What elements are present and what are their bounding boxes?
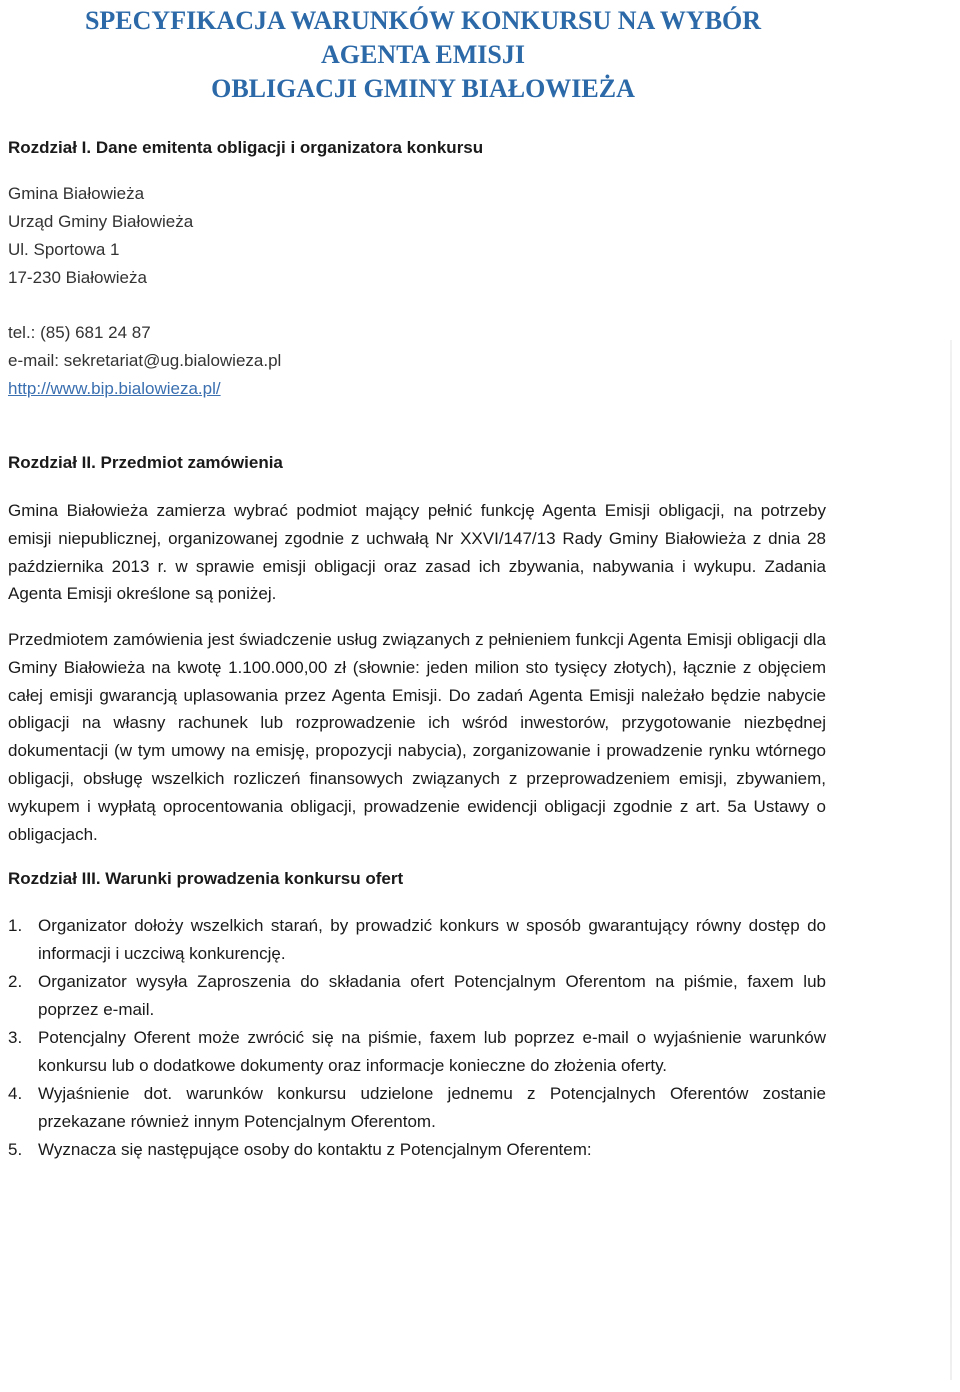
address-line-4: 17-230 Białowieża	[8, 268, 147, 287]
list-item-text: Potencjalny Oferent może zwrócić się na piśmie, faxem lub poprzez e-mail o wyjaśnienie warunków konkursu lub o dodatkowe dokumenty oraz informacje konieczne do złożenia oferty.	[38, 1028, 826, 1075]
section2-paragraph-2: Przedmiotem zamówienia jest świadczenie usług związanych z pełnieniem funkcji Agenta Emisji obligacji dla Gminy Białowieża na kwotę 1.100.000,00 zł (słownie: jeden milion sto tysięcy złotych), łącznie z objęciem całej emisji gwarancją uplasowania przez Agenta Emisji. Do zadań Agenta Emisji należało będzie nabycie obligacji na własny rachunek lub rozprowadzenie ich wśród inwestorów, przygotowanie niezbędnej dokumentacji (w tym umowy na emisję, propozycji nabycia), zorganizowanie i prowadzenie rynku wtórnego obligacji, obsługę wszelkich rozliczeń finansowych związanych z przeprowadzeniem emisji, zbywaniem, wykupem i wypłatą oprocentowania obligacji, prowadzenie ewidencji obligacji zgodnie z art. 5a Ustawy o obligacjach.	[8, 630, 826, 844]
list-item-number: 4.	[8, 1084, 23, 1103]
list-item-text: Organizator wysyła Zaproszenia do składania ofert Potencjalnym Oferentom na piśmie, faxem lub poprzez e-mail.	[38, 972, 826, 1019]
document-title-line1: SPECYFIKACJA WARUNKÓW KONKURSU NA WYBÓR AGENTA EMISJI	[84, 6, 762, 69]
section2-heading: Rozdział II. Przedmiot zamówienia	[8, 453, 283, 472]
list-item-number: 2.	[8, 972, 23, 991]
list-item	[8, 912, 826, 968]
address-line-3: Ul. Sportowa 1	[8, 240, 120, 259]
scan-edge-divider	[950, 340, 952, 1380]
conditions-list	[8, 912, 826, 1164]
section2-paragraph-1: Gmina Białowieża zamierza wybrać podmiot mający pełnić funkcję Agenta Emisji obligacji, na potrzeby emisji niepublicznej, organizowanej zgodnie z uchwałą Nr XXVI/147/13 Rady Gminy Białowieża z dnia 28 października 2013 r. w sprawie emisji obligacji oraz zasad ich zbywania, nabywania i wykupu. Zadania Agenta Emisji określone są poniżej.	[8, 501, 826, 604]
list-item-number: 5.	[8, 1140, 23, 1159]
list-item	[8, 1136, 826, 1164]
list-item-text: Wyznacza się następujące osoby do kontaktu z Potencjalnym Oferentem:	[38, 1140, 592, 1159]
list-item-text: Organizator dołoży wszelkich starań, by prowadzić konkurs w sposób gwarantujący równy dostęp do informacji i uczciwą konkurencję.	[38, 916, 826, 963]
address-line-2: Urząd Gminy Białowieża	[8, 212, 194, 231]
document-title-line2: OBLIGACJI GMINY BIAŁOWIEŻA	[211, 74, 635, 103]
list-item	[8, 1024, 826, 1080]
section1-heading: Rozdział I. Dane emitenta obligacji i organizatora konkursu	[8, 138, 484, 157]
list-item-number: 3.	[8, 1028, 23, 1047]
list-item	[8, 1080, 826, 1136]
list-item	[8, 968, 826, 1024]
section3-heading: Rozdział III. Warunki prowadzenia konkursu ofert	[8, 869, 404, 888]
phone-line: tel.: (85) 681 24 87	[8, 323, 151, 342]
website-link[interactable]: http://www.bip.bialowieza.pl/	[8, 379, 221, 398]
address-line-1: Gmina Białowieża	[8, 184, 145, 203]
email-line: e-mail: sekretariat@ug.bialowieza.pl	[8, 351, 282, 370]
list-item-number: 1.	[8, 916, 23, 935]
document-title	[28, 4, 818, 106]
list-item-text: Wyjaśnienie dot. warunków konkursu udzielone jednemu z Potencjalnych Oferentów zostanie przekazane również innym Potencjalnym Oferentom.	[38, 1084, 826, 1131]
website-line	[8, 379, 221, 399]
